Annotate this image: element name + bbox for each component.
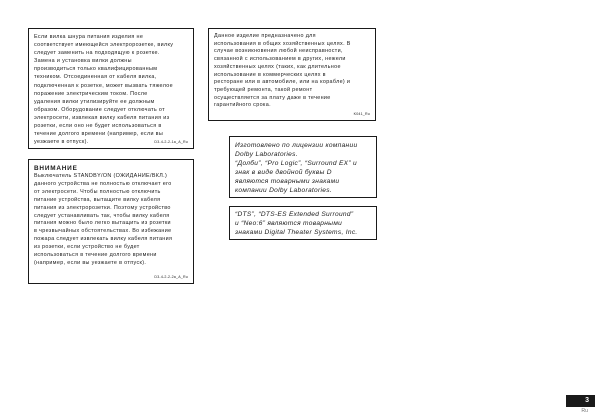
household-use-notice: [208, 28, 376, 121]
household-use-notice-text: Данное изделие предназначено для использования в общих хозяйственных целях. В случае возникновения любой неисправности, связанной с использованием в других, нежели хозяйственных целях (таких, как длительное использование в коммерческих целях в ресторане или в автомобиле, или на корабле) и требующей ремонта, такой ремонт осуществляется за плату даже в течение гарантийного срока.: [214, 33, 351, 109]
standby-warning-text: Выключатель STANDBY/ON (ОЖИДАНИЕ/ВКЛ.) данного устройства не полностью отключает его от электросети. Чтобы полностью отключить питание устройства, вытащите вилку кабеля питания из электророзетки. Поэтому устройство следует устанавливать так, чтобы вилку кабеля питания можно было легко вытащить из розетки в чрезвычайных обстоятельствах. Во избежание пожара следует извлекать вилку кабеля питания из розетки, если устройство не будет использоваться в течение долгого времени (например, если вы уезжаете в отпуск).: [34, 173, 173, 266]
dolby-license-notice: [229, 136, 377, 198]
power-plug-notice: [28, 28, 194, 149]
standby-warning-title: ВНИМАНИЕ: [34, 165, 78, 172]
household-use-notice-code: K041_Ru: [353, 112, 370, 116]
dolby-license-text: Изготовлено по лицензии компании Dolby Laboratories. “Долби”, “Pro Logic”, “Surround EX” и знак в виде двойной буквы D являются товарными знаками компании Dolby Laboratories.: [235, 142, 358, 194]
power-plug-notice-code: D3-4-2-2-1a_A_Ru: [154, 140, 188, 144]
standby-warning: [28, 159, 194, 284]
page-language-label: Ru: [581, 408, 588, 414]
standby-warning-code: D3-4-2-2-2a_A_Ru: [154, 275, 188, 279]
dts-license-notice: [229, 206, 377, 240]
power-plug-notice-text: Если вилка шнура питания изделия не соответствует имеющейся электророзетке, вилку следует заменить на подходящую к розетке. Замена и установка вилки должны производиться только квалифицированным техником. Отсоединенная от кабеля вилка, подключенная к розетке, может вызвать тяжелое поражение электрическим током. После удаления вилки утилизируйте ее должным образом. Оборудование следует отключать от электросети, извлекая вилку кабеля питания из розетки, если оно не будет использоваться в течение долгого времени (например, если вы уезжаете в отпуск).: [34, 34, 174, 146]
dts-license-text: “DTS”, “DTS-ES Extended Surround” и “Neo:6” являются товарными знаками Digital Theater Systems, Inc.: [235, 211, 358, 236]
page-number-tab: 3: [566, 395, 595, 407]
